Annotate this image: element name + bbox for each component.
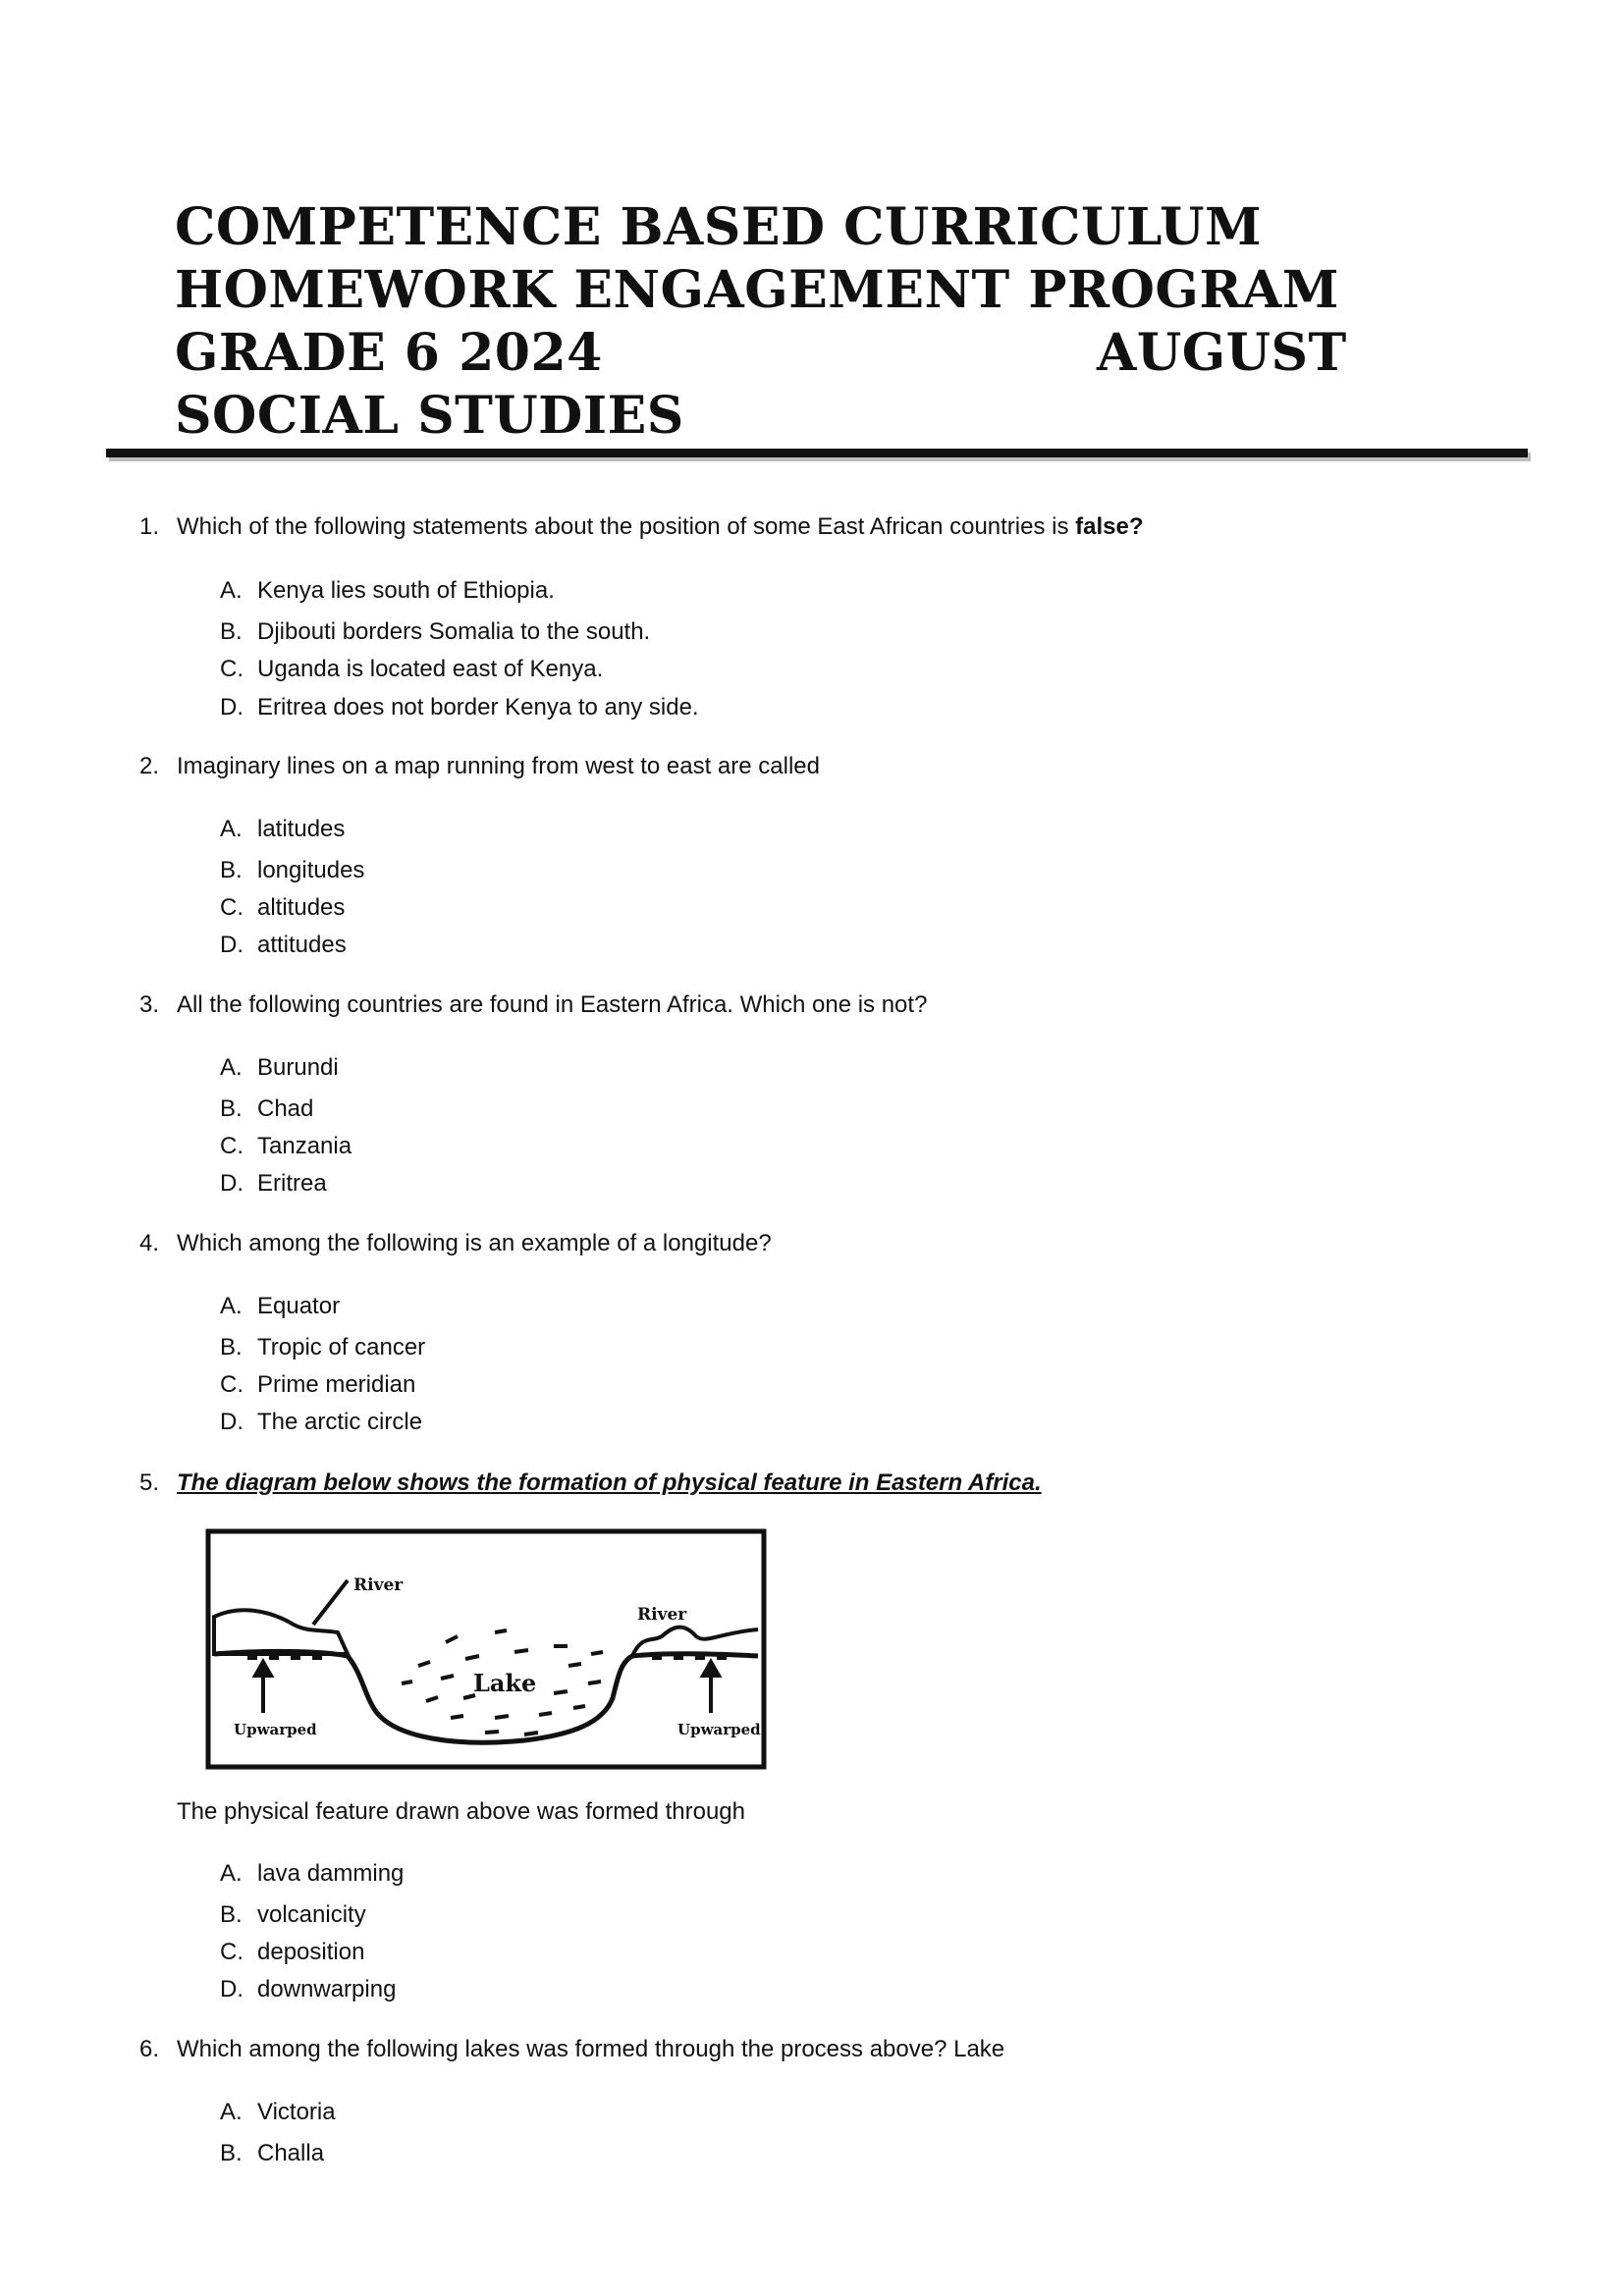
option-3d <box>220 1169 327 1199</box>
header-title-line2: HOMEWORK ENGAGEMENT PROGRAM <box>175 260 1339 320</box>
option-letter: C. <box>220 1371 243 1398</box>
option-text: Tanzania <box>257 1133 352 1159</box>
option-text: Chad <box>257 1095 314 1122</box>
option-letter: A. <box>220 1054 243 1081</box>
option-text: Eritrea <box>257 1170 327 1197</box>
option-text: Uganda is located east of Kenya. <box>257 656 604 682</box>
header-month: AUGUST <box>1097 323 1347 383</box>
header-subject: SOCIAL STUDIES <box>175 386 684 446</box>
option-text: altitudes <box>257 894 346 921</box>
question-emphasis: false? <box>1075 513 1144 540</box>
option-text: The arctic circle <box>257 1409 423 1435</box>
option-letter: A. <box>220 816 243 842</box>
option-letter: D. <box>220 1170 243 1197</box>
option-3b <box>220 1095 313 1124</box>
option-1a <box>220 576 555 606</box>
option-2c <box>220 893 345 923</box>
option-letter: D. <box>220 932 243 958</box>
header-divider <box>106 449 1528 457</box>
option-2d <box>220 931 347 960</box>
option-6a <box>220 2098 336 2127</box>
option-letter: C. <box>220 1939 243 1965</box>
rift-valley-lake-diagram <box>200 1526 785 1772</box>
question-text: The diagram below shows the formation of physical feature in Eastern Africa. <box>177 1469 1042 1496</box>
question-number: 1. <box>139 513 160 540</box>
option-letter: D. <box>220 1409 243 1435</box>
option-5d <box>220 1975 396 2004</box>
option-1d <box>220 693 699 722</box>
option-text: Eritrea does not border Kenya to any side. <box>257 694 699 721</box>
option-letter: B. <box>220 2140 243 2166</box>
option-4a <box>220 1292 340 1321</box>
option-4c <box>220 1370 415 1400</box>
question-text: Which among the following lakes was formed through the process above? Lake <box>177 2036 1005 2062</box>
option-text: Challa <box>257 2140 325 2166</box>
question-text: All the following countries are found in Eastern Africa. Which one is not? <box>177 991 928 1018</box>
option-5a <box>220 1859 404 1889</box>
option-3a <box>220 1053 339 1083</box>
option-2a <box>220 815 345 844</box>
option-1b <box>220 617 650 647</box>
option-letter: B. <box>220 1095 243 1122</box>
label-upwarped-left: Upwarped <box>234 1721 317 1738</box>
question-number: 2. <box>139 753 160 779</box>
option-text: Burundi <box>257 1054 339 1081</box>
option-text: volcanicity <box>257 1901 366 1928</box>
option-text: attitudes <box>257 932 347 958</box>
option-2b <box>220 856 364 885</box>
question-number: 3. <box>139 991 160 1018</box>
header-title-line1: COMPETENCE BASED CURRICULUM <box>175 197 1262 257</box>
option-letter: B. <box>220 1334 243 1361</box>
option-text: downwarping <box>257 1976 397 2002</box>
question-5-subtext: The physical feature drawn above was formed through <box>177 1798 745 1825</box>
option-4d <box>220 1408 422 1437</box>
question-text: Which of the following statements about the position of some East African countries is <box>177 513 1076 540</box>
question-number: 4. <box>139 1230 160 1256</box>
question-text: Which among the following is an example of a longitude? <box>177 1230 772 1256</box>
option-letter: B. <box>220 618 243 645</box>
option-text: latitudes <box>257 816 346 842</box>
document-header <box>175 196 1347 448</box>
label-river-left: River <box>353 1575 404 1595</box>
option-letter: A. <box>220 1860 243 1887</box>
option-text: Equator <box>257 1293 341 1319</box>
question-text: Imaginary lines on a map running from west to east are called <box>177 753 820 779</box>
option-text: Djibouti borders Somalia to the south. <box>257 618 651 645</box>
option-3c <box>220 1132 352 1161</box>
option-letter: C. <box>220 1133 243 1159</box>
option-letter: A. <box>220 1293 243 1319</box>
label-river-right: River <box>637 1605 687 1625</box>
option-6b <box>220 2139 324 2168</box>
option-text: lava damming <box>257 1860 405 1887</box>
option-5c <box>220 1938 364 1967</box>
option-letter: C. <box>220 894 243 921</box>
option-4b <box>220 1333 425 1362</box>
option-letter: D. <box>220 1976 243 2002</box>
option-letter: D. <box>220 694 243 721</box>
option-1c <box>220 655 603 684</box>
label-lake: Lake <box>473 1669 537 1697</box>
option-letter: C. <box>220 656 243 682</box>
option-text: Kenya lies south of Ethiopia. <box>257 577 555 604</box>
option-text: Tropic of cancer <box>257 1334 426 1361</box>
option-letter: A. <box>220 2099 243 2125</box>
option-text: longitudes <box>257 857 365 883</box>
option-text: Prime meridian <box>257 1371 416 1398</box>
option-5b <box>220 1900 366 1930</box>
option-text: Victoria <box>257 2099 336 2125</box>
question-number: 6. <box>139 2036 160 2062</box>
option-text: deposition <box>257 1939 365 1965</box>
option-letter: A. <box>220 577 243 604</box>
question-number: 5. <box>139 1469 160 1496</box>
label-upwarped-right: Upwarped <box>677 1721 761 1738</box>
option-letter: B. <box>220 1901 243 1928</box>
header-grade-year: GRADE 6 2024 <box>175 323 603 383</box>
option-letter: B. <box>220 857 243 883</box>
